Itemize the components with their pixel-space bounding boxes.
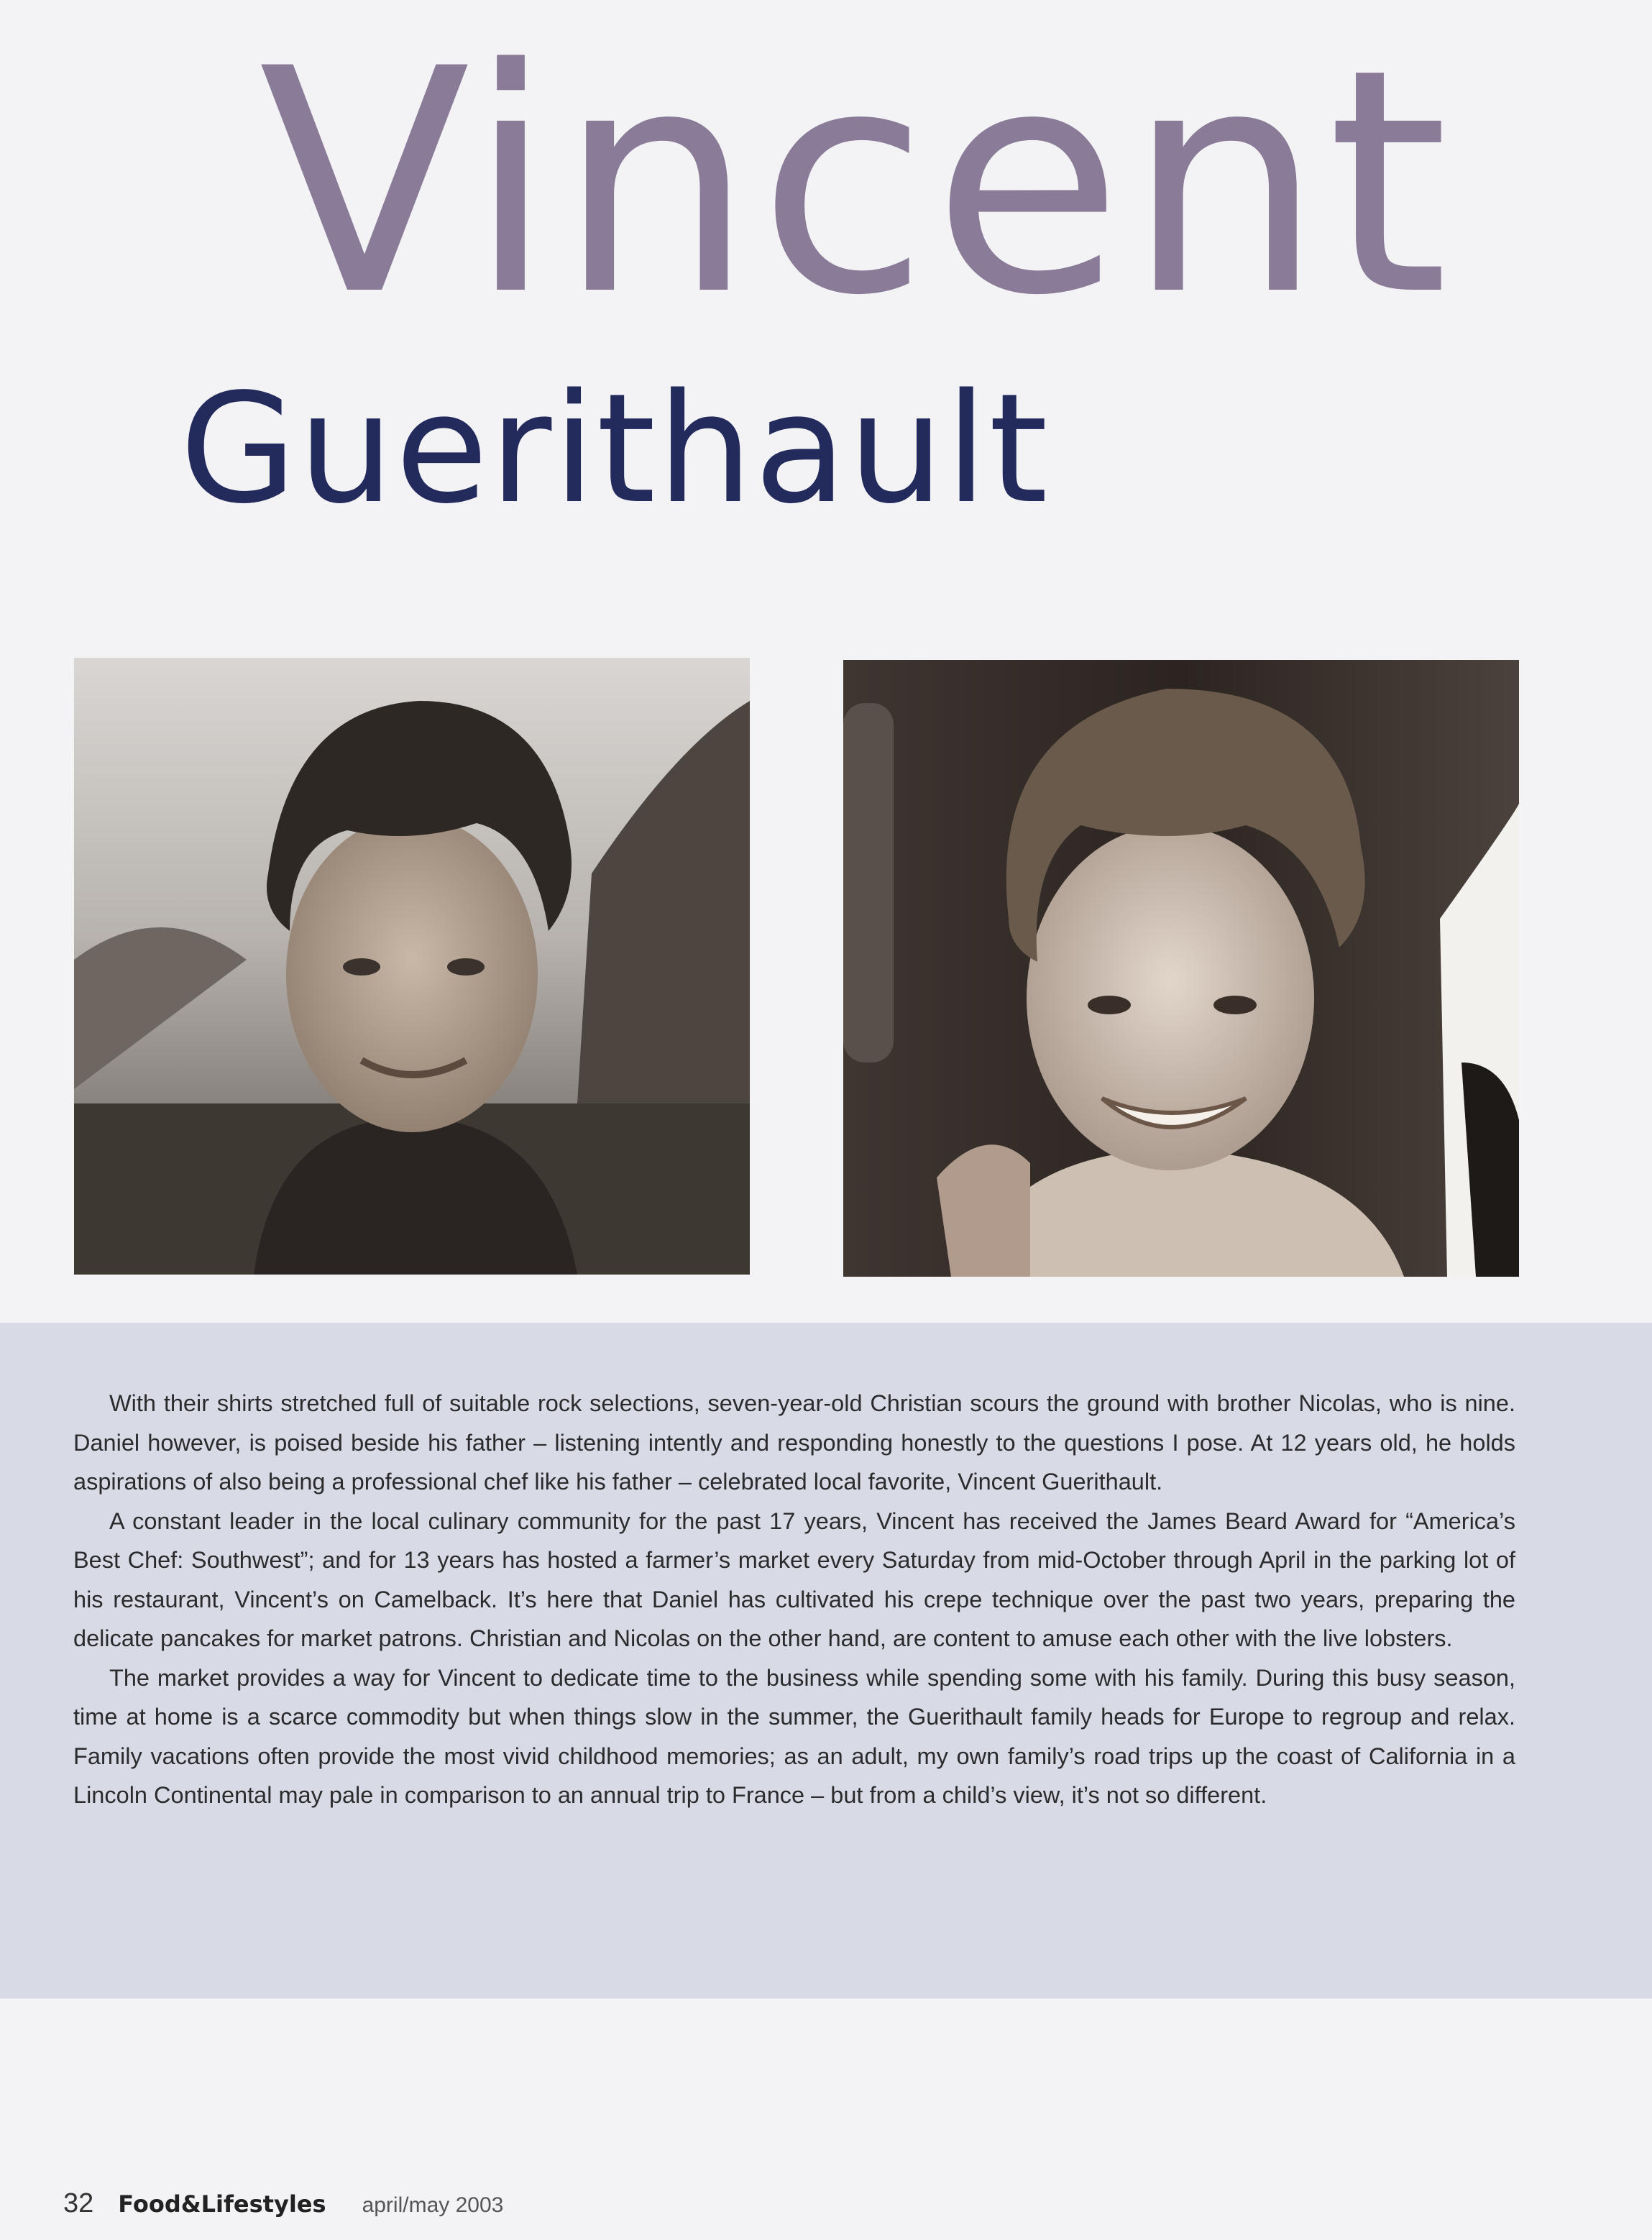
article-body	[73, 1384, 1515, 1815]
page-footer	[63, 2188, 503, 2219]
article-title-first: Vincent	[259, 4, 1453, 363]
article-paragraph: The market provides a way for Vincent to dedicate time to the business while spending some with his family. During this busy season, time at home is a scarce commodity but when things slow in the summer, the Guerithault family heads for Europe to regroup and relax. Family vacations often provide the most vivid childhood memories; as an adult, my own family’s road trips up the coast of California in a Lincoln Continental may pale in comparison to an annual trip to France – but from a child’s view, it’s not so different.	[73, 1664, 1515, 1808]
magazine-name: Food&Lifestyles	[118, 2190, 326, 2218]
issue-date: april/may 2003	[362, 2193, 504, 2217]
page-number: 32	[63, 2188, 94, 2218]
article-title-last: Guerithault	[180, 361, 1050, 537]
article-paragraph: A constant leader in the local culinary community for the past 17 years, Vincent has received the James Beard Award for “America’s Best Chef: Southwest”; and for 13 years has hosted a farmer’s market every Saturday from mid-October through April in the parking lot of his restaurant, Vincent’s on Camelback. It’s here that Daniel has cultivated his crepe technique over the past two years, preparing the delicate pancakes for market patrons. Christian and Nicolas on the other hand, are content to amuse each other with the live lobsters.	[73, 1507, 1515, 1651]
photo-boy-right	[843, 660, 1519, 1277]
article-paragraph: With their shirts stretched full of suitable rock selections, seven-year-old Christian scours the ground with brother Nicolas, who is nine. Daniel however, is poised beside his father – listening intently and responding honestly to the questions I pose. At 12 years old, he holds aspirations of also being a professional chef like his father – celebrated local favorite, Vincent Guerithault.	[73, 1390, 1515, 1495]
photo-boy-left	[74, 658, 750, 1275]
